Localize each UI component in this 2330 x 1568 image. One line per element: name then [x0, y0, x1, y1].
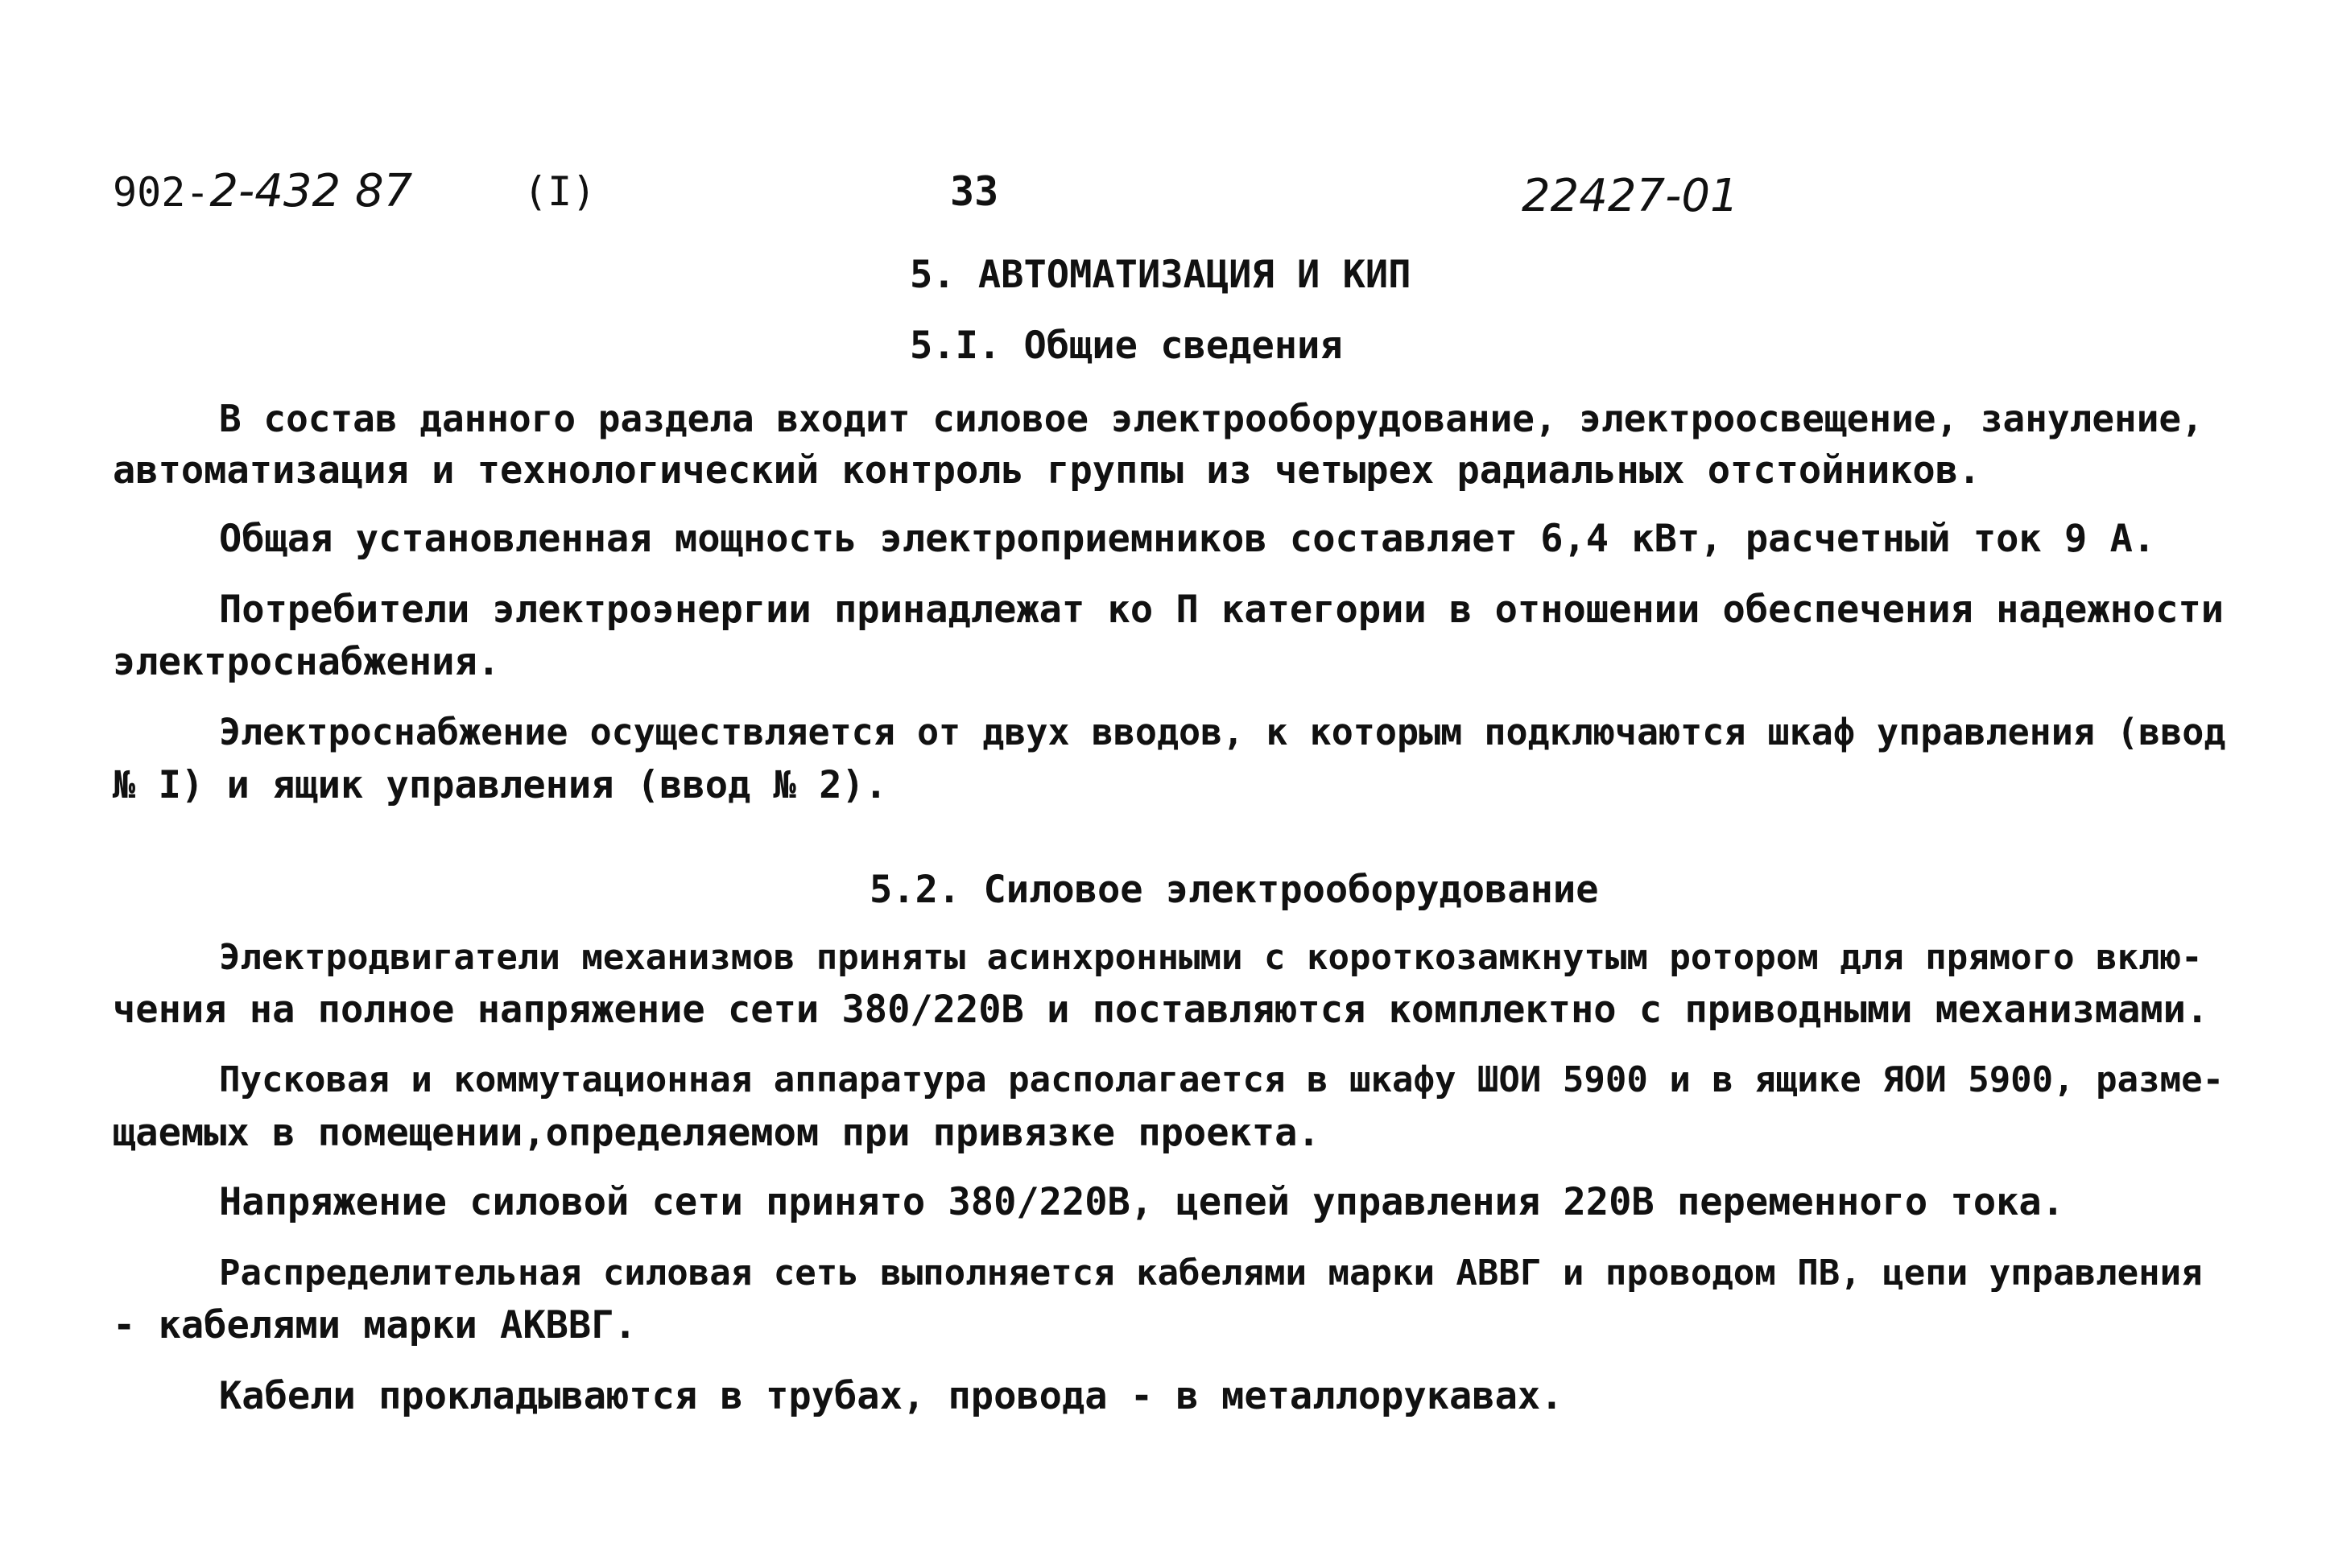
page-number: 33: [950, 168, 999, 215]
paragraph-line: Напряжение силовой сети принято 380/220В, цепей управления 220В переменного тока.: [219, 1180, 2065, 1224]
doc-number-printed: 902-: [113, 169, 210, 216]
paragraph-line: Распределительная силовая сеть выполняется кабелями марки АВВГ и проводом ПВ, цепи управления: [219, 1252, 2203, 1294]
paragraph-line: Электродвигатели механизмов приняты асинхронными с короткозамкнутым ротором для прямого вклю-: [219, 937, 2203, 978]
paragraph-line: электроснабжения.: [113, 640, 501, 684]
paragraph-line: Кабели прокладываются в трубах, провода - в металлорукавах.: [219, 1374, 1564, 1418]
paragraph-line: Пусковая и коммутационная аппаратура располагается в шкафу ШОИ 5900 и в ящике ЯОИ 5900, разме-: [219, 1059, 2225, 1100]
subsection-title: 5.2. Силовое электрооборудование: [870, 868, 1599, 912]
paragraph-line: Общая установленная мощность электроприемников составляет 6,4 кВт, расчетный ток 9 А.: [219, 517, 2156, 561]
sheet-code: 22427-01: [1522, 170, 1739, 222]
paragraph-line: чения на полное напряжение сети 380/220В и поставляются комплектно с приводными механизмами.: [113, 988, 2209, 1032]
paragraph-line: автоматизация и технологический контроль группы из четырех радиальных отстойников.: [113, 448, 1981, 493]
paragraph-line: Потребители электроэнергии принадлежат ко П категории в отношении обеспечения надежности: [219, 588, 2225, 632]
section-title: 5. АВТОМАТИЗАЦИЯ И КИП: [910, 253, 1411, 297]
paragraph-line: Электроснабжение осуществляется от двух вводов, к которым подключаются шкаф управления (ввод: [219, 711, 2226, 753]
paragraph-line: щаемых в помещении,определяемом при привязке проекта.: [113, 1111, 1320, 1155]
paragraph-line: № I) и ящик управления (ввод № 2).: [113, 763, 888, 807]
doc-number-handwritten: 2-432 87: [209, 165, 413, 217]
subsection-title: 5.I. Общие сведения: [910, 324, 1343, 368]
part-number: (I): [523, 168, 597, 215]
paragraph-line: В состав данного раздела входит силовое электрооборудование, электроосвещение, зануление,: [219, 397, 2204, 440]
doc-number: [113, 167, 412, 217]
paragraph-line: - кабелями марки АКВВГ.: [113, 1303, 637, 1347]
